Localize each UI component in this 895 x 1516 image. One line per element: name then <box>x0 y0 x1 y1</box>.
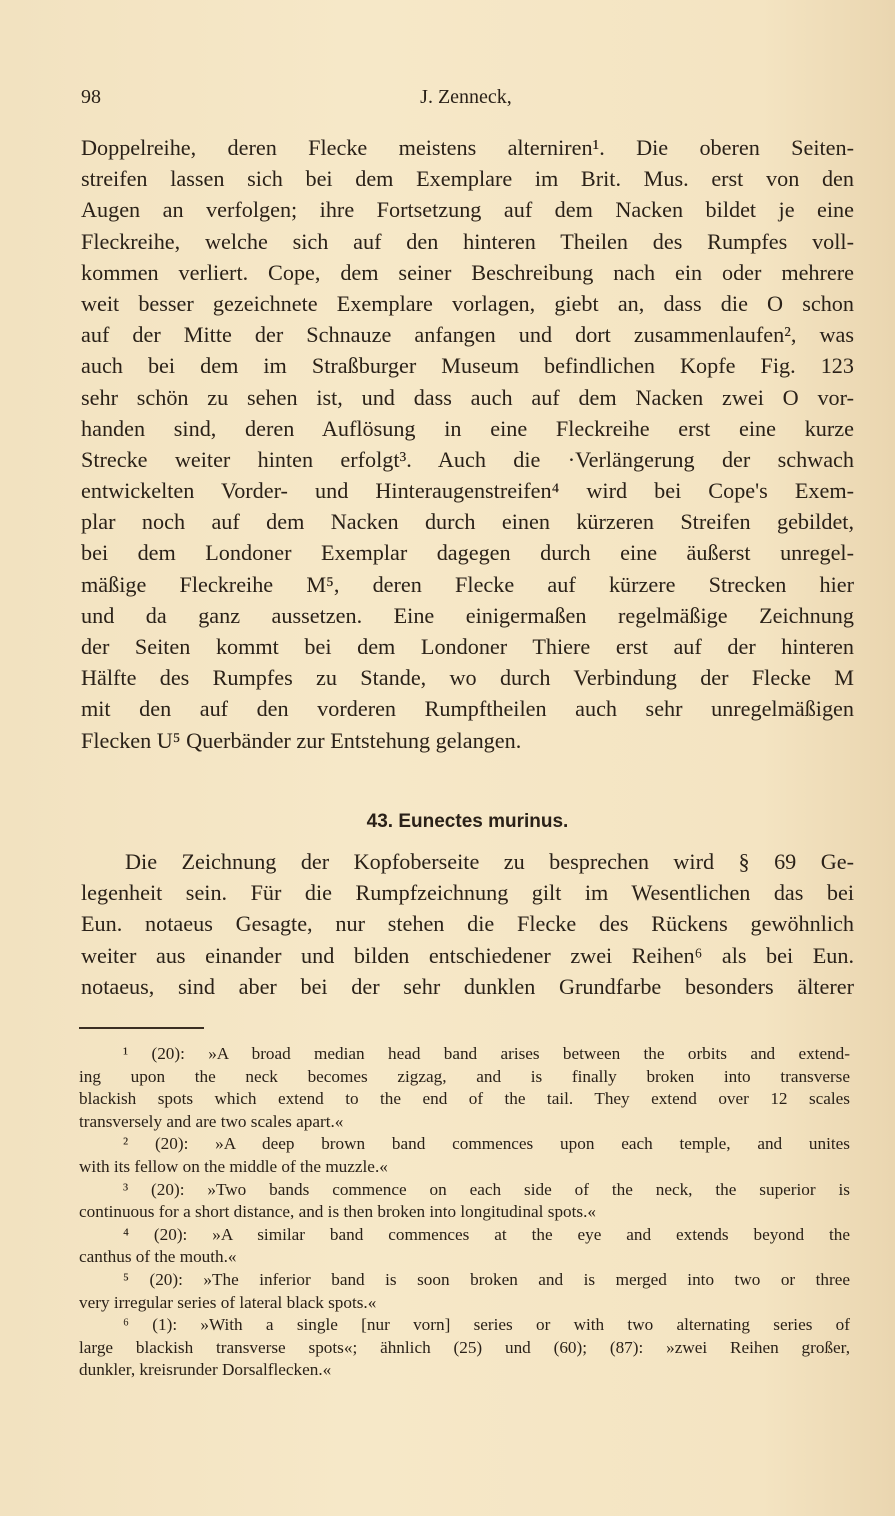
footnote-line: very irregular series of lateral black spots.« <box>79 1292 377 1312</box>
text-line: mäßige Fleckreihe M⁵, deren Flecke auf kürzere Strecken hier <box>81 571 854 597</box>
footnote-line: ⁴ (20): »A similar band commences at the eye and extends beyond the <box>123 1224 850 1244</box>
main-text <box>81 132 854 756</box>
text-line: Flecken U⁵ Querbänder zur Entstehung gelangen. <box>81 727 522 753</box>
footnote-rule <box>79 1027 204 1029</box>
footnote-line: ³ (20): »Two bands commence on each side of the neck, the superior is <box>123 1179 850 1199</box>
text-line: bei dem Londoner Exemplar dagegen durch eine äußerst unregel- <box>81 540 854 566</box>
text-line: notaeus, sind aber bei der sehr dunklen Grundfarbe besonders älterer <box>81 973 854 999</box>
footnote-line: with its fellow on the middle of the muzzle.« <box>79 1156 388 1176</box>
text-line: weiter aus einander und bilden entschiedener zwei Reihen⁶ als bei Eun. <box>81 942 854 968</box>
text-line: Hälfte des Rumpfes zu Stande, wo durch Verbindung der Flecke M <box>81 665 854 691</box>
text-line: Fleckreihe, welche sich auf den hinteren Theilen des Rumpfes voll- <box>81 228 854 254</box>
running-head: J. Zenneck, <box>420 86 512 108</box>
text-line: Die Zeichnung der Kopfoberseite zu besprechen wird § 69 Ge- <box>125 849 854 874</box>
page-header <box>81 86 851 112</box>
text-line: Eun. notaeus Gesagte, nur stehen die Flecke des Rückens gewöhnlich <box>81 911 854 937</box>
text-line: und da ganz aussetzen. Eine einigermaßen regelmäßige Zeichnung <box>81 602 854 628</box>
text-line: auf der Mitte der Schnauze anfangen und dort zusammenlaufen², was <box>81 322 854 348</box>
section-text <box>81 846 854 1002</box>
footnote-line: canthus of the mouth.« <box>79 1247 237 1267</box>
text-line: Augen an verfolgen; ihre Fortsetzung auf dem Nacken bildet je eine <box>81 197 854 223</box>
footnotes <box>79 1043 850 1382</box>
footnote-line: blackish spots which extend to the end of the tail. They extend over 12 scales <box>79 1089 850 1109</box>
footnote-line: transversely and are two scales apart.« <box>79 1111 344 1131</box>
footnote-line: ¹ (20): »A broad median head band arises between the orbits and extend- <box>123 1044 850 1063</box>
text-line: entwickelten Vorder- und Hinteraugenstreifen⁴ wird bei Cope's Exem- <box>81 478 854 504</box>
text-line: der Seiten kommt bei dem Londoner Thiere erst auf der hinteren <box>81 634 854 659</box>
text-line: Strecke weiter hinten erfolgt³. Auch die ·Verlängerung der schwach <box>81 446 854 472</box>
footnote-line: dunkler, kreisrunder Dorsalflecken.« <box>79 1360 332 1380</box>
text-line: sehr schön zu sehen ist, und dass auch auf dem Nacken zwei O vor- <box>81 384 854 410</box>
section-heading: 43. Eunectes murinus. <box>366 811 569 832</box>
footnote-line: ² (20): »A deep brown band commences upon each temple, and unites <box>123 1134 850 1154</box>
footnote-line: large blackish transverse spots«; ähnlich (25) und (60); (87): »zwei Reihen großer, <box>79 1337 850 1357</box>
page-number: 98 <box>81 86 101 108</box>
text-line: plar noch auf dem Nacken durch einen kürzeren Streifen gebildet, <box>81 509 854 535</box>
text-line: streifen lassen sich bei dem Exemplare im Brit. Mus. erst von den <box>81 166 854 192</box>
footnote-line: ing upon the neck becomes zigzag, and is finally broken into transverse <box>79 1066 850 1086</box>
text-line: kommen verliert. Cope, dem seiner Beschreibung nach ein oder mehrere <box>81 259 854 285</box>
footnote-line: ⁶ (1): »With a single [nur vorn] series or with two alternating series of <box>123 1315 850 1335</box>
text-line: handen sind, deren Auflösung in eine Fleckreihe erst eine kurze <box>81 415 854 441</box>
text-line: mit den auf den vorderen Rumpftheilen auch sehr unregelmäßigen <box>81 696 854 722</box>
footnote-line: continuous for a short distance, and is then broken into longitudinal spots.« <box>79 1202 596 1222</box>
footnote-line: ⁵ (20): »The inferior band is soon broken and is merged into two or three <box>123 1269 850 1289</box>
text-line: auch bei dem im Straßburger Museum befindlichen Kopfe Fig. 123 <box>81 353 854 379</box>
text-line: weit besser gezeichnete Exemplare vorlagen, giebt an, dass die O schon <box>81 290 854 316</box>
text-line: legenheit sein. Für die Rumpfzeichnung gilt im Wesentlichen das bei <box>81 880 854 906</box>
text-line: Doppelreihe, deren Flecke meistens alterniren¹. Die oberen Seiten- <box>81 135 854 160</box>
